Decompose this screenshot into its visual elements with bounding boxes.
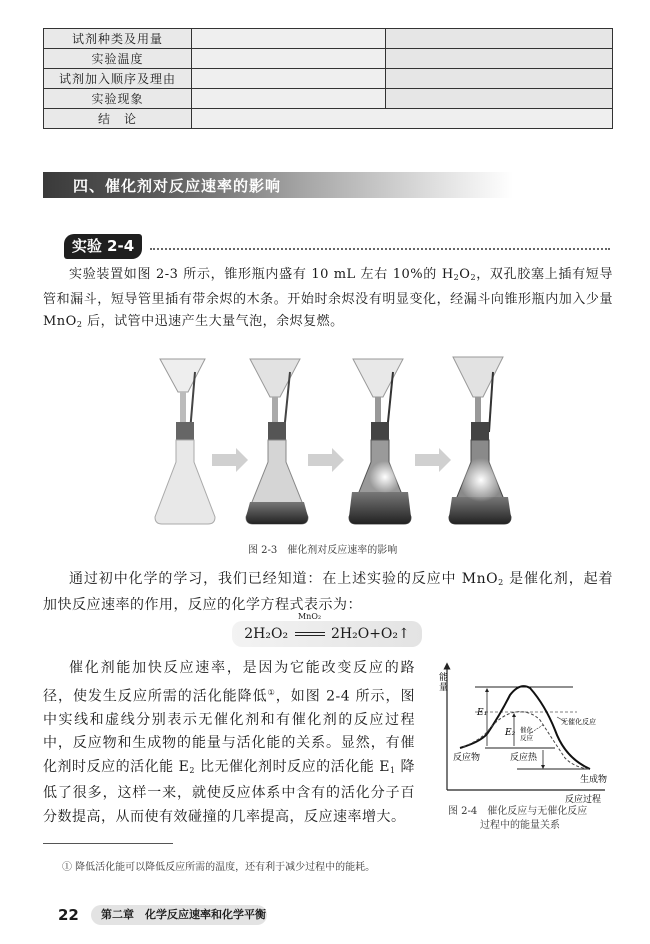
row-label: 实验温度: [44, 49, 192, 69]
table-row: [44, 69, 613, 89]
svg-text:反应: 反应: [520, 734, 533, 742]
experiment-label: 实验 2-4: [64, 234, 142, 259]
arrow-icon: [415, 448, 451, 472]
y-axis-label-2: 量: [439, 683, 449, 693]
row-label: 试剂种类及用量: [44, 29, 192, 49]
flask-2: [246, 359, 308, 524]
svg-text:E₁: E₁: [477, 708, 488, 718]
page-number: 22: [58, 906, 79, 924]
arrow-icon: [212, 448, 248, 472]
flask-4: [449, 357, 511, 524]
footnote-text: ① 降低活化能可以降低反应所需的温度，还有利于减少过程中的能耗。: [62, 862, 376, 873]
svg-text:生成物: 生成物: [580, 775, 608, 785]
dotted-divider: [150, 248, 610, 250]
table-row: [44, 49, 613, 69]
table-row: [44, 109, 613, 129]
paragraph-catalyst-intro: 通过初中化学的学习，我们已经知道：在上述实验的反应中 MnO$_2$ 是催化剂，起着加快反应速率的作用，反应的化学方程式表示为：: [43, 571, 613, 613]
row-label: 实验现象: [44, 89, 192, 109]
section-title: 四、催化剂对反应速率的影响: [73, 177, 282, 195]
row-label: 试剂加入顺序及理由: [44, 69, 192, 89]
table-row: [44, 89, 613, 109]
flask-1: [155, 359, 215, 524]
svg-text:E₂: E₂: [505, 728, 516, 738]
equation-arrow: MnO₂: [293, 621, 327, 647]
energy-diagram: [425, 660, 625, 805]
table-row: [44, 29, 613, 49]
figure-2-3-caption: 图 2-3 催化剂对反应速率的影响: [248, 545, 398, 556]
chapter-title: 第二章 化学反应速率和化学平衡: [91, 905, 267, 925]
chemical-equation: 2H₂O₂ MnO₂ 2H₂O+O₂↑: [232, 621, 422, 647]
figure-2-4-caption: 图 2-4 催化反应与无催化反应 过程中的能量关系: [448, 806, 588, 831]
svg-text:催化: 催化: [520, 726, 533, 734]
svg-text:无催化反应: 无催化反应: [561, 718, 596, 726]
arrow-icon: [308, 448, 344, 472]
footnote-divider: [43, 843, 173, 844]
flask-experiment-photo: [150, 352, 515, 534]
experiment-design-table: [43, 28, 613, 129]
y-axis-label-1: 能: [439, 673, 449, 683]
paragraph-activation-energy: 催化剂能加快反应速率，是因为它能改变反应的路径，使发生反应所需的活化能降低①，如图 2-4 所示，图中实线和虚线分别表示无催化剂和有催化剂的反应过程中，反应物和生成物的能量与活化能的关系。显然，有催化剂时反应的活化能 $E_2$ 比无催化剂时反应的活化能 $E_1$ 降低了很多，这样一来，就使反应体系中含有的活化分子百分数提高，从而使有效碰撞的几率提高，反应速率增大。: [43, 660, 416, 825]
flask-3: [349, 359, 411, 524]
svg-text:反应过程: 反应过程: [565, 795, 602, 805]
experiment-description: 实验装置如图 2-3 所示，锥形瓶内盛有 10 mL 左右 10%的 $H_2O_2$，双孔胶塞上插有短导管和漏斗，短导管里插有带余烬的木条。开始时余烬没有明显变化，经漏斗向锥形瓶内加入少量 MnO$_2$ 后，试管中迅速产生大量气泡，余烬复燃。: [43, 267, 613, 329]
row-label: 结 论: [44, 109, 192, 129]
footnote-marker[interactable]: ①: [267, 687, 276, 697]
svg-text:反应物: 反应物: [453, 753, 481, 763]
svg-text:反应热: 反应热: [510, 753, 538, 763]
